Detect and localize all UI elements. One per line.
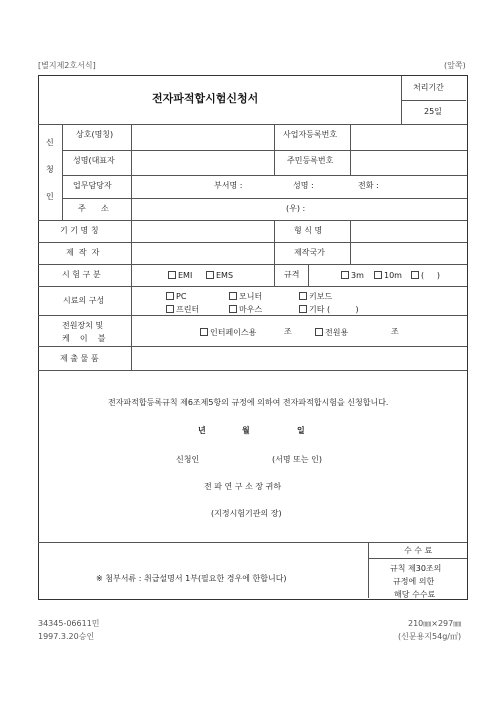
contact-label: 업무담당자 xyxy=(73,181,112,190)
spec-10m-checkbox-icon xyxy=(374,271,382,279)
keyboard-checkbox-icon xyxy=(299,292,307,300)
applicant-char-1: 신 xyxy=(46,138,54,147)
contact-name-label: 성명 : xyxy=(293,181,314,190)
representative-field[interactable] xyxy=(133,152,272,173)
spec-other-option[interactable]: ( ) xyxy=(411,271,440,280)
phone-label: 전화 : xyxy=(358,181,379,190)
address-label: 주 소 xyxy=(78,204,109,213)
fee-label: 수 수 료 xyxy=(404,546,433,555)
date-year: 년 xyxy=(198,426,206,435)
company-label: 상호(명칭) xyxy=(76,130,114,139)
representative-label: 성명(대표자 xyxy=(73,156,115,165)
fee-line-1: 규칙 제30조의 xyxy=(390,564,442,573)
ems-option[interactable]: EMS xyxy=(206,271,233,280)
paper-spec: (신문용지54g/㎡) xyxy=(398,632,462,641)
sign-note: (서명 또는 인) xyxy=(272,455,322,464)
emi-option[interactable]: EMI xyxy=(168,271,192,280)
power-label-line2: 케 이 블 xyxy=(62,334,106,343)
country-field[interactable] xyxy=(352,244,464,262)
model-label: 형 식 명 xyxy=(294,226,323,235)
submit-field[interactable] xyxy=(133,348,464,368)
agency: (지정시험기관의 장) xyxy=(211,509,282,518)
model-field[interactable] xyxy=(352,222,464,240)
processing-label: 처리기간 xyxy=(413,83,444,92)
recipient: 전 파 연 구 소 장 귀하 xyxy=(204,482,282,491)
test-type-label: 시 험 구 분 xyxy=(62,270,101,279)
form-number: [별지제2호서식] xyxy=(38,61,96,70)
printer-option[interactable]: 프린터 xyxy=(166,305,199,314)
bizno-field[interactable] xyxy=(352,126,464,148)
country-label: 제작국가 xyxy=(294,248,325,257)
power-use-jo: 조 xyxy=(391,327,399,336)
maker-field[interactable] xyxy=(133,244,272,262)
power-use-option[interactable]: 전원용 xyxy=(315,328,348,337)
mouse-option[interactable]: 마우스 xyxy=(229,305,262,314)
spec-other-checkbox-icon xyxy=(411,271,419,279)
applicant-char-3: 인 xyxy=(46,192,54,201)
statement: 전자파적합등록규칙 제6조제5항의 규정에 의하여 전자파적합시험을 신청합니다. xyxy=(108,398,389,407)
interface-option[interactable]: 인터페이스용 xyxy=(200,328,256,337)
spec-3m-checkbox-icon xyxy=(341,271,349,279)
applicant-char-2: 청 xyxy=(46,165,54,174)
side-indicator: (앞쪽) xyxy=(444,61,466,70)
power-use-checkbox-icon xyxy=(315,328,323,336)
keyboard-option[interactable]: 키보드 xyxy=(299,292,332,301)
zip-label: (우) : xyxy=(286,204,306,213)
spec-10m-option[interactable]: 10m xyxy=(374,271,402,280)
dept-label: 부서명 : xyxy=(214,181,243,190)
address-field[interactable] xyxy=(133,200,464,218)
emi-checkbox-icon xyxy=(168,271,176,279)
power-label-line1: 전원장치 및 xyxy=(62,321,104,330)
fee-line-2: 규정에 의한 xyxy=(393,577,435,586)
sample-label: 시료의 구성 xyxy=(63,296,105,305)
other-option[interactable]: 기타 ( ) xyxy=(299,305,359,314)
fee-line-3: 해당 수수료 xyxy=(394,590,436,599)
spec-label: 규격 xyxy=(284,270,300,279)
resident-no-label: 주민등록번호 xyxy=(287,156,334,165)
paper-size: 210㎜×297㎜ xyxy=(408,619,462,628)
pc-option[interactable]: PC xyxy=(166,292,186,301)
interface-checkbox-icon xyxy=(200,328,208,336)
spec-3m-option[interactable]: 3m xyxy=(341,271,364,280)
applicant-sign-label: 신청인 xyxy=(176,455,200,464)
attachment-note: ※ 첨부서류 : 취급설명서 1부(필요한 경우에 한합니다) xyxy=(96,574,287,583)
form-title: 전자파적합시험신청서 xyxy=(152,92,259,105)
resident-no-field[interactable] xyxy=(352,152,464,173)
device-name-label: 기 기 명 칭 xyxy=(60,226,99,235)
date-month: 월 xyxy=(242,426,250,435)
approval-date: 1997.3.20승인 xyxy=(38,632,95,641)
other-checkbox-icon xyxy=(299,305,307,313)
monitor-checkbox-icon xyxy=(229,292,237,300)
processing-value: 25일 xyxy=(424,107,442,116)
monitor-option[interactable]: 모니터 xyxy=(229,292,262,301)
interface-jo: 조 xyxy=(284,327,292,336)
mouse-checkbox-icon xyxy=(229,305,237,313)
maker-label: 제 작 자 xyxy=(66,248,100,257)
printer-checkbox-icon xyxy=(166,305,174,313)
ems-checkbox-icon xyxy=(206,271,214,279)
company-field[interactable] xyxy=(133,126,272,148)
form-code: 34345-06611민 xyxy=(38,619,100,628)
device-name-field[interactable] xyxy=(133,222,272,240)
pc-checkbox-icon xyxy=(166,292,174,300)
bizno-label: 사업자등록번호 xyxy=(283,130,338,139)
submit-label: 제 출 물 품 xyxy=(60,354,99,363)
date-day: 일 xyxy=(297,426,305,435)
